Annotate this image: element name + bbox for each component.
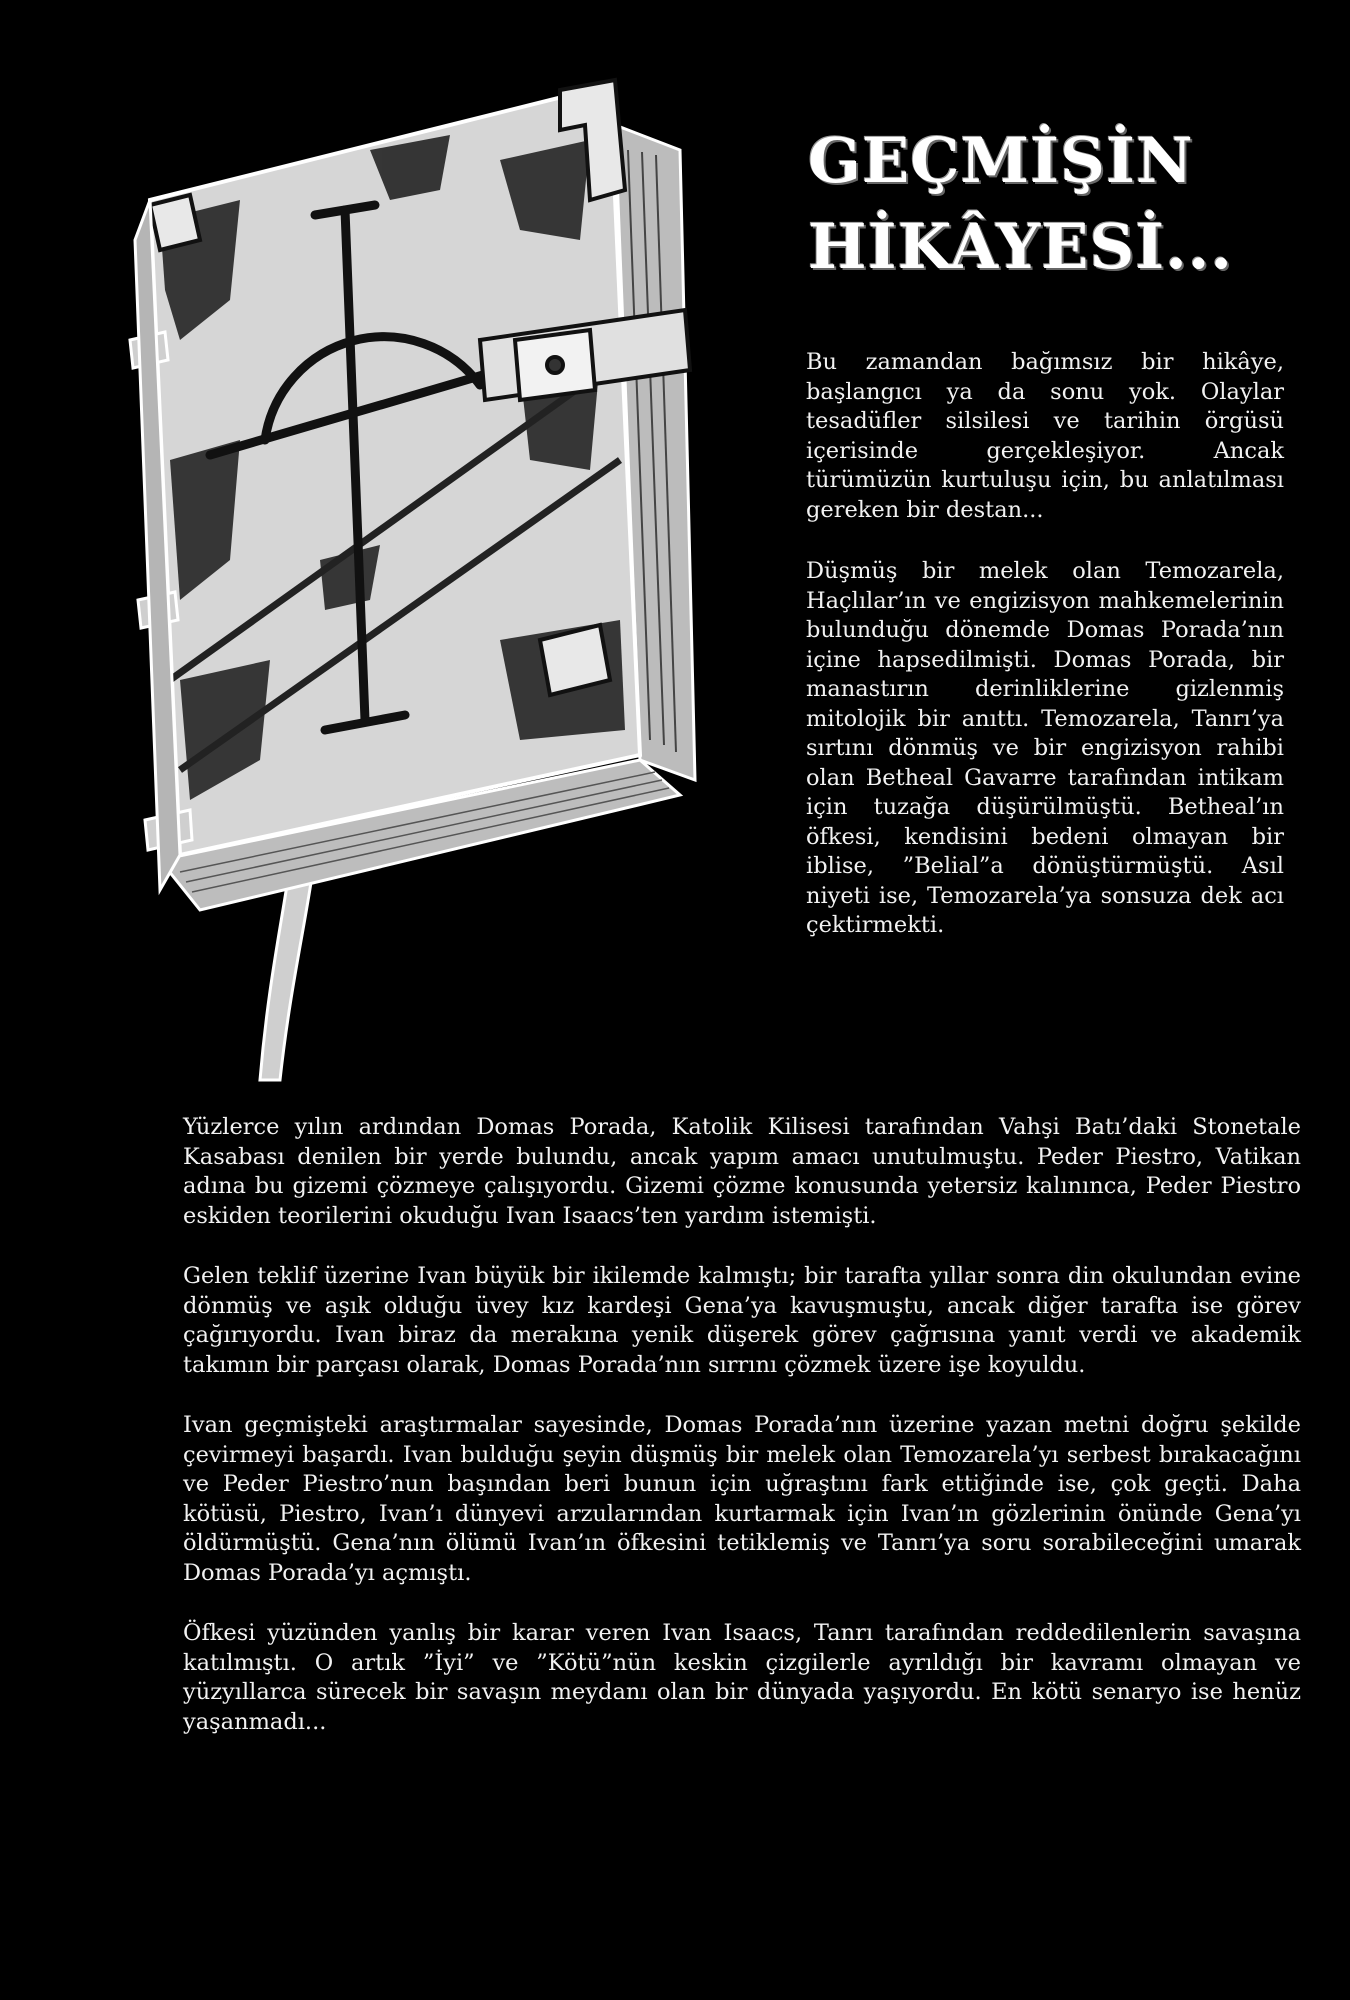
ancient-book-illustration xyxy=(120,40,740,1090)
intro-text xyxy=(806,348,1284,973)
main-story-text xyxy=(183,1113,1301,1768)
title-line-1: GEÇMİŞİN xyxy=(808,124,1194,197)
story-paragraph-3: Ivan geçmişteki araştırmalar sayesinde, Domas Porada’nın üzerine yazan metni doğru şekilde çevirmeyi başardı. Ivan bulduğu şeyin düşmüş bir melek olan Temozarela’yı serbest bırakacağını ve Peder Piestro’nun başından beri bunun için uğraştını fark ettiğinde ise, çok geçti. Daha kötüsü, Piestro, Ivan’ı dünyevi arzularından kurtarmak için Ivan’ın gözlerinin önünde Gena’yı öldürmüştü. Gena’nın ölümü Ivan’ın öfkesini tetiklemiş ve Tanrı’ya soru sorabileceğini umarak Domas Porada’yı açmıştı. xyxy=(183,1412,1301,1586)
intro-paragraph-2: Düşmüş bir melek olan Temozarela, Haçlılar’ın ve engizisyon mahkemelerinin bulunduğu dönemde Domas Porada’nın içine hapsedilmişti. Domas Porada, bir manastırın derinliklerine gizlenmiş mitolojik bir anıttı. Temozarela, Tanrı’ya sırtını dönmüş ve bir engizisyon rahibi olan Betheal Gavarre tarafından intikam için tuzağa düşürülmüştü. Betheal’ın öfkesi, kendisini bedeni olmayan bir iblise, ”Belial”a dönüştürmüştü. Asıl niyeti ise, Temozarela’ya sonsuza dek acı çektirmekti. xyxy=(806,558,1284,938)
page-title xyxy=(808,118,1328,290)
corner-bottom-right xyxy=(540,625,610,695)
story-paragraph-1: Yüzlerce yılın ardından Domas Porada, Katolik Kilisesi tarafından Vahşi Batı’daki Stonetale Kasabası denilen bir yerde bulundu, ancak yapım amacı unutulmuştu. Peder Piestro, Vatikan adına bu gizemi çözmeye çalışıyordu. Gizemi çözme konusunda yetersiz kalınınca, Peder Piestro eskiden teorilerini okuduğu Ivan Isaacs’ten yardım istemişti. xyxy=(183,1114,1301,1229)
title-line-2: HİKÂYESİ... xyxy=(808,210,1234,283)
story-paragraph-2: Gelen teklif üzerine Ivan büyük bir ikilemde kalmıştı; bir tarafta yıllar sonra din okulundan evine dönmüş ve aşık olduğu üvey kız kardeşi Gena’ya kavuşmuştu, ancak diğer tarafta ise görev çağırıyordu. Ivan biraz da merakına yenik düşerek görev çağrısına yanıt verdi ve akademik takımın bir parçası olarak, Domas Porada’nın sırrını çözmek üzere işe koyuldu. xyxy=(183,1263,1301,1378)
intro-paragraph-1: Bu zamandan bağımsız bir hikâye, başlangıcı ya da sonu yok. Olaylar tesadüfler silsilesi ve tarihin örgüsü içerisinde gerçekleşiyor. Ancak türümüzün kurtuluşu için, bu anlatılması gereken bir destan... xyxy=(806,349,1284,523)
corner-spine-top xyxy=(150,195,200,250)
story-paragraph-4: Öfkesi yüzünden yanlış bir karar veren Ivan Isaacs, Tanrı tarafından reddedilenlerin savaşına katılmıştı. O artık ”İyi” ve ”Kötü”nün keskin çizgilerle ayrıldığı bir kavramı olmayan ve yüzyıllarca sürecek bir savaşın meydanı olan bir dünyada yaşıyordu. En kötü senaryo ise henüz yaşanmadı... xyxy=(183,1620,1301,1735)
